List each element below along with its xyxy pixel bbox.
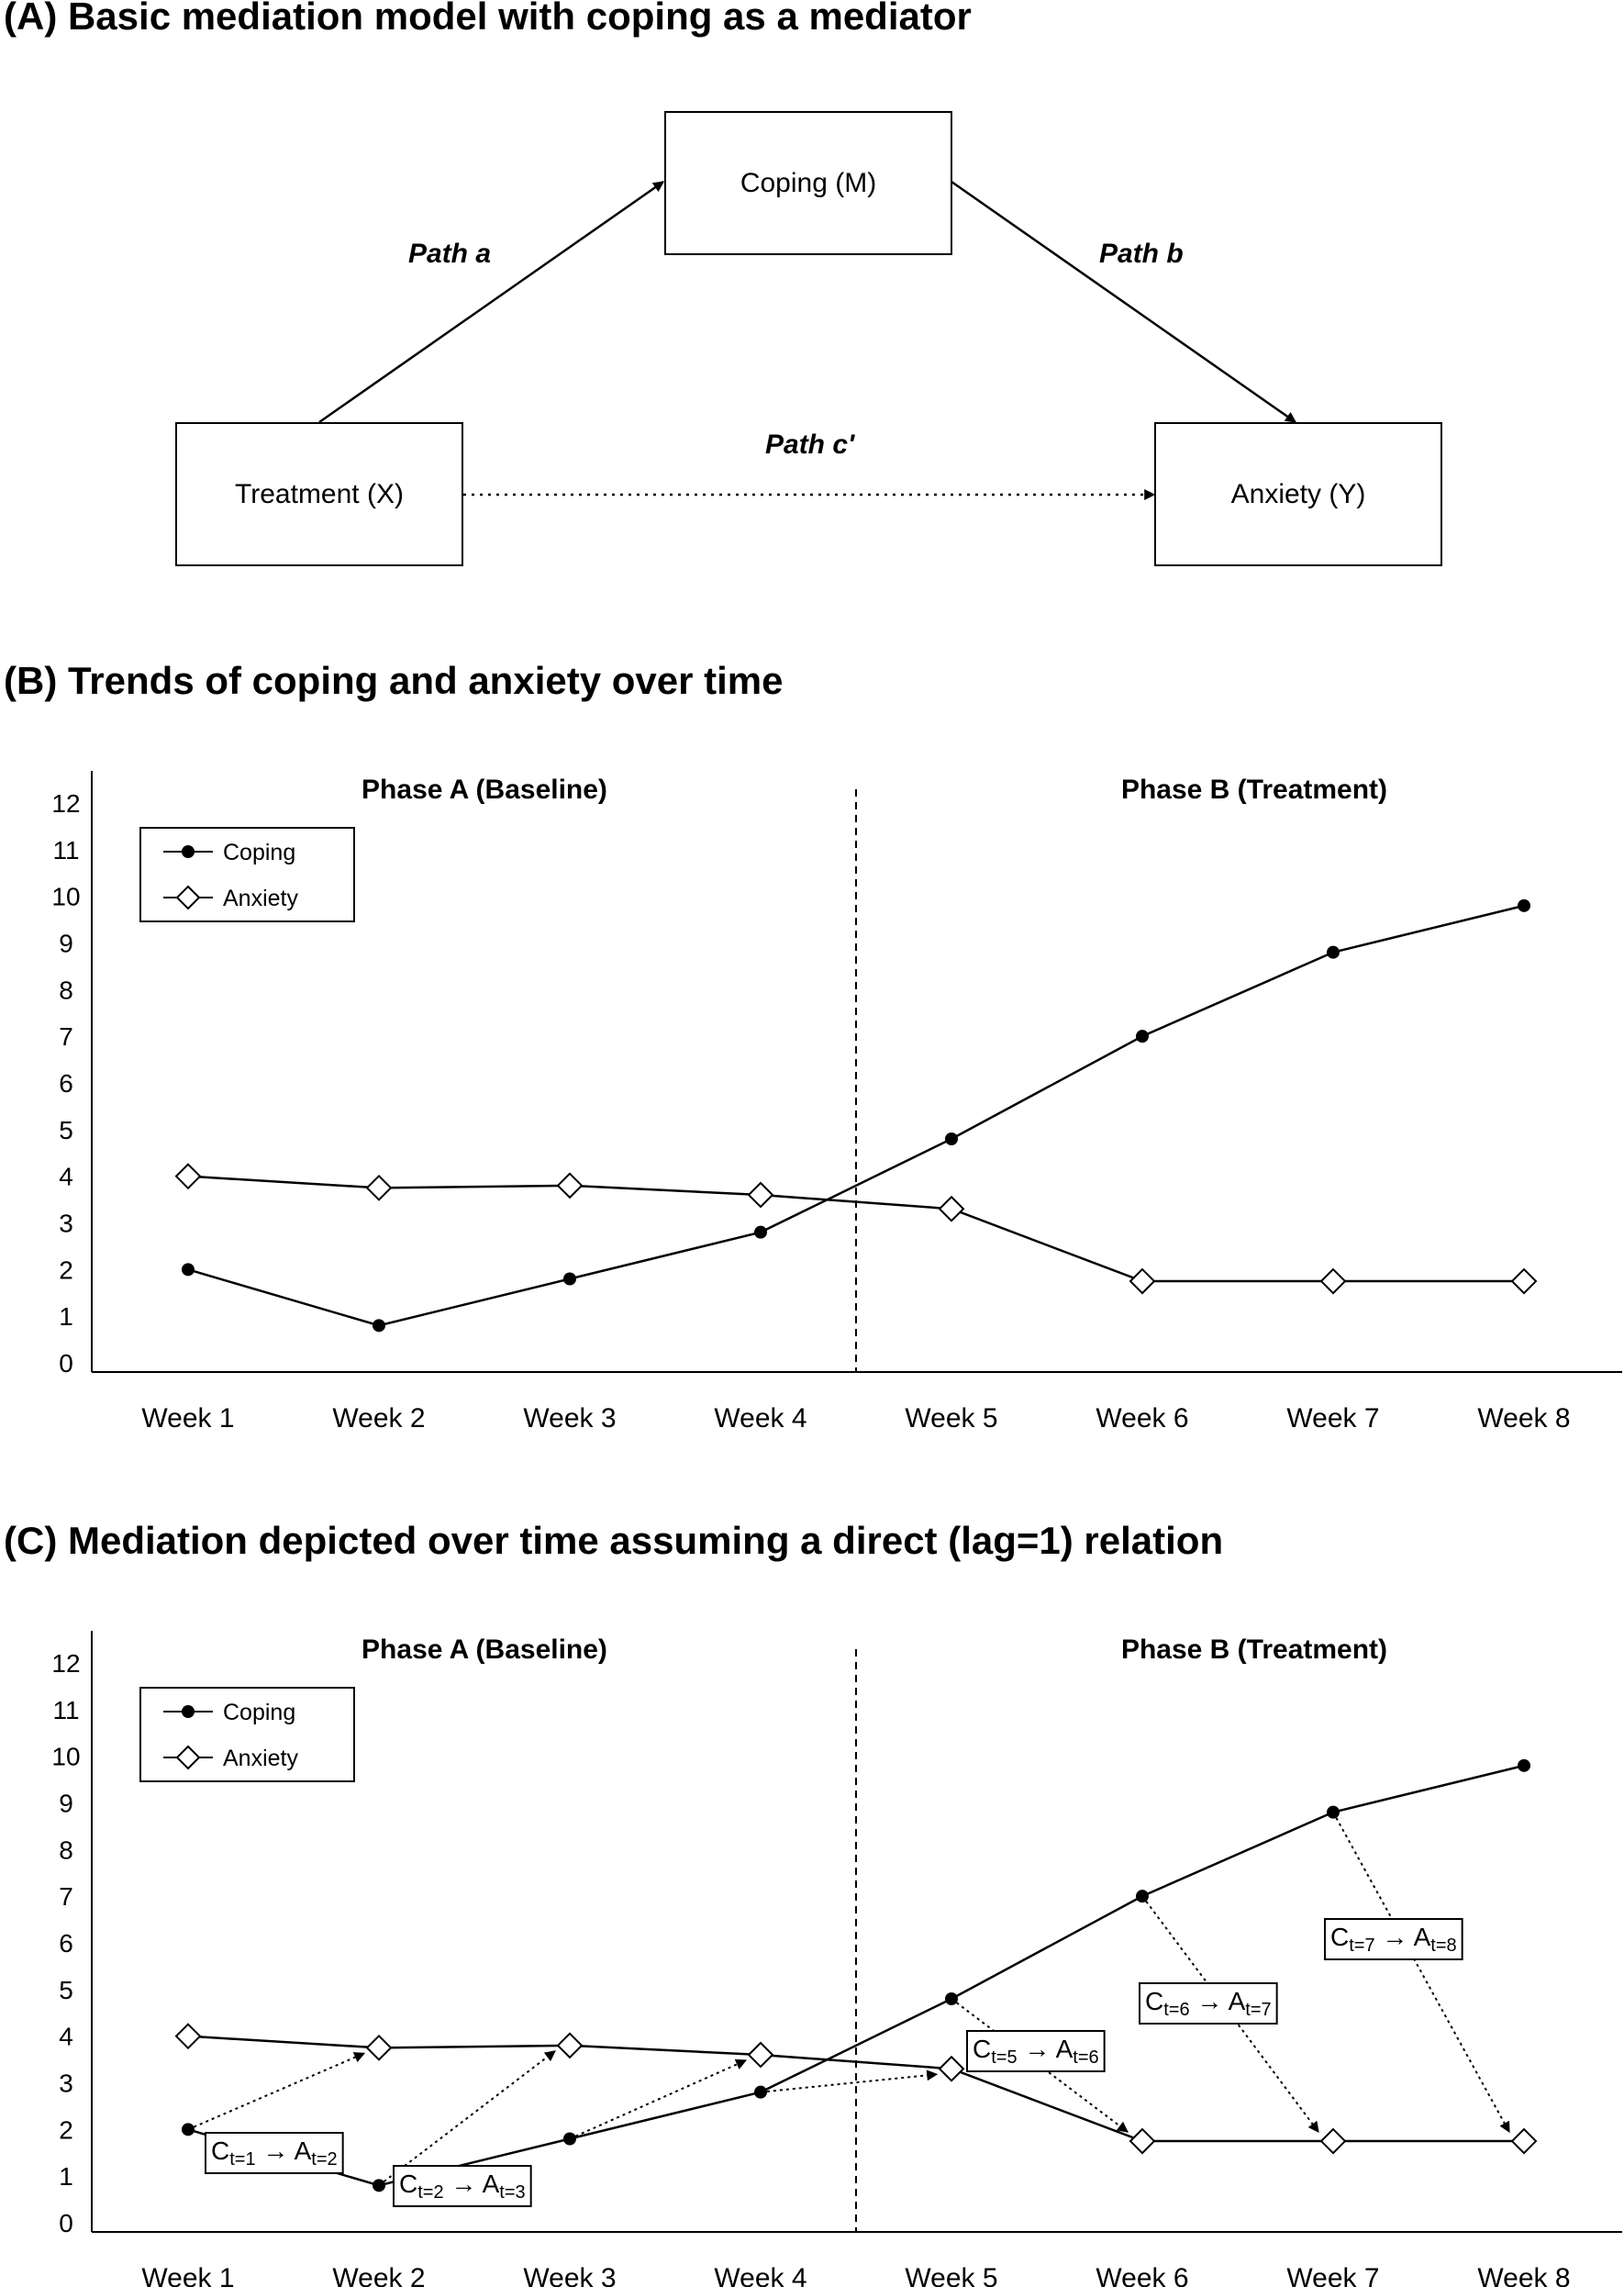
y-tick-label: 7 <box>59 1022 73 1052</box>
lag-label-subscript: t=8 <box>1430 1936 1457 1956</box>
anxiety-point <box>176 2025 200 2048</box>
y-tick-label: 7 <box>59 1882 73 1912</box>
anxiety-point <box>367 2036 391 2059</box>
lag-label-subscript: t=6 <box>1073 2047 1099 2068</box>
anxiety-point <box>1512 2129 1536 2153</box>
lag-label-subscript: t=1 <box>229 2149 256 2170</box>
lag-label-part: → <box>1017 2035 1056 2063</box>
lag-label-part: C <box>1145 1987 1164 2015</box>
lag-label-subscript: t=6 <box>1163 2000 1190 2020</box>
x-tick-label: Week 1 <box>141 2263 235 2287</box>
coping-point <box>1136 1030 1149 1043</box>
x-tick-label: Week 5 <box>905 2263 998 2287</box>
path-b-label: Path b <box>1099 239 1184 269</box>
treatment-label: Treatment (X) <box>235 478 404 509</box>
panel-a-title: (A) Basic mediation model with coping as a mediator <box>4 0 972 38</box>
y-tick-label: 3 <box>59 2069 73 2098</box>
coping-point <box>1518 899 1530 912</box>
lag-label-2 <box>394 2166 531 2206</box>
y-tick-label: 8 <box>59 1835 73 1865</box>
coping-point <box>1518 1759 1530 1772</box>
y-tick-label: 3 <box>59 1209 73 1238</box>
y-tick-label: 9 <box>59 929 73 958</box>
coping-point <box>373 1319 385 1332</box>
x-tick-label: Week 2 <box>332 2263 426 2287</box>
legend-coping-label: Coping <box>223 840 296 865</box>
coping-point <box>182 2123 195 2136</box>
lag-label-subscript: t=2 <box>417 2182 444 2203</box>
lag-label-part: → <box>1374 1923 1414 1951</box>
lag-arrow <box>1333 1813 1509 2132</box>
y-tick-label: 12 <box>51 789 81 818</box>
y-tick-label: 10 <box>51 1742 81 1771</box>
mediator-box <box>664 111 952 255</box>
lag-label-part: C <box>1330 1923 1350 1951</box>
y-tick-label: 4 <box>59 1162 73 1191</box>
coping-point <box>754 2086 767 2099</box>
lag-label-5 <box>967 2031 1105 2071</box>
panel-b-title: (B) Trends of coping and anxiety over time <box>4 659 784 702</box>
lag-label-part: C <box>211 2136 230 2165</box>
anxiety-point <box>1321 2129 1345 2153</box>
path-a-arrow <box>319 182 663 422</box>
y-tick-label: 11 <box>52 835 80 865</box>
lag-label-part: A <box>482 2170 500 2198</box>
anxiety-point <box>176 1165 200 1188</box>
phase-label: Phase B (Treatment) <box>1120 775 1388 805</box>
y-tick-label: 2 <box>59 2115 73 2145</box>
y-tick-label: 0 <box>59 2209 73 2237</box>
y-tick-label: 6 <box>59 1929 73 1958</box>
coping-point <box>754 1226 767 1239</box>
coping-point <box>563 2133 576 2146</box>
legend-coping-label: Coping <box>223 1700 296 1725</box>
anxiety-point <box>1130 2129 1154 2153</box>
lag-label-part: A <box>1413 1923 1431 1951</box>
y-tick-label: 10 <box>51 882 81 911</box>
legend-anxiety-label: Anxiety <box>223 886 298 911</box>
y-tick-label: 9 <box>59 1789 73 1818</box>
y-tick-label: 5 <box>59 1115 73 1144</box>
x-tick-label: Week 3 <box>523 1403 617 1434</box>
anxiety-point <box>1130 1269 1154 1293</box>
lag-label-part: → <box>255 2136 295 2165</box>
coping-point <box>945 1992 958 2005</box>
mediation-lag-chart <box>0 1612 1624 2287</box>
treatment-box <box>175 422 463 566</box>
lag-label-part: → <box>443 2170 483 2198</box>
x-tick-label: Week 8 <box>1477 2263 1571 2287</box>
lag-label-1 <box>206 2133 343 2173</box>
y-tick-label: 2 <box>59 1255 73 1285</box>
outcome-box <box>1154 422 1442 566</box>
outcome-label: Anxiety (Y) <box>1230 478 1366 509</box>
lag-label-subscript: t=2 <box>311 2149 338 2170</box>
anxiety-point <box>367 1176 391 1199</box>
y-tick-label: 8 <box>59 976 73 1005</box>
x-tick-label: Week 4 <box>714 1403 807 1434</box>
y-tick-label: 1 <box>59 1302 73 1332</box>
anxiety-point <box>558 2034 582 2058</box>
y-tick-label: 0 <box>59 1349 73 1378</box>
y-tick-label: 12 <box>51 1649 81 1678</box>
anxiety-point <box>940 1197 963 1221</box>
x-tick-label: Week 4 <box>714 2263 807 2287</box>
anxiety-point <box>749 1183 773 1207</box>
x-tick-label: Week 5 <box>905 1403 998 1434</box>
coping-point <box>373 2179 385 2192</box>
x-tick-label: Week 3 <box>523 2263 617 2287</box>
path-b-arrow <box>951 182 1296 422</box>
lag-label-subscript: t=7 <box>1349 1936 1375 1956</box>
lag-arrow <box>188 2053 364 2129</box>
anxiety-point <box>1512 1269 1536 1293</box>
coping-point <box>945 1132 958 1145</box>
phase-label: Phase A (Baseline) <box>362 775 607 805</box>
lag-label-part: C <box>399 2170 418 2198</box>
lag-label-subscript: t=3 <box>499 2182 526 2203</box>
mediator-label: Coping (M) <box>740 167 877 198</box>
phase-label: Phase A (Baseline) <box>362 1634 607 1665</box>
y-tick-label: 1 <box>59 2162 73 2192</box>
panel-c-title: (C) Mediation depicted over time assuming a direct (lag=1) relation <box>4 1519 1224 1562</box>
x-tick-label: Week 6 <box>1096 1403 1189 1434</box>
path-a-label: Path a <box>408 239 492 269</box>
x-tick-label: Week 8 <box>1477 1403 1571 1434</box>
lag-label-subscript: t=7 <box>1245 2000 1272 2020</box>
lag-label-6 <box>1140 1983 1277 2024</box>
path-c-prime-label: Path c' <box>765 430 855 460</box>
anxiety-point <box>749 2043 773 2067</box>
legend-coping-marker <box>182 845 195 858</box>
legend-coping-marker <box>182 1705 195 1718</box>
lag-label-7 <box>1325 1919 1463 1959</box>
coping-point <box>1327 946 1340 959</box>
lag-label-part: A <box>1055 2035 1073 2063</box>
lag-label-part: A <box>1228 1987 1246 2015</box>
lag-label-part: A <box>294 2136 312 2165</box>
x-tick-label: Week 2 <box>332 1403 426 1434</box>
coping-point <box>563 1273 576 1286</box>
anxiety-point <box>1321 1269 1345 1293</box>
lag-label-part: → <box>1189 1987 1229 2015</box>
x-tick-label: Week 1 <box>141 1403 235 1434</box>
lag-arrow <box>761 2074 937 2092</box>
y-tick-label: 4 <box>59 2022 73 2051</box>
phase-label: Phase B (Treatment) <box>1120 1634 1388 1665</box>
y-tick-label: 5 <box>59 1975 73 2004</box>
anxiety-point <box>558 1174 582 1198</box>
y-tick-label: 6 <box>59 1069 73 1098</box>
lag-label-subscript: t=5 <box>991 2047 1018 2068</box>
y-tick-label: 11 <box>52 1695 80 1724</box>
coping-point <box>1327 1806 1340 1819</box>
anxiety-point <box>940 2057 963 2081</box>
lag-arrow <box>570 2060 746 2139</box>
coping-point <box>182 1263 195 1276</box>
x-tick-label: Week 6 <box>1096 2263 1189 2287</box>
x-tick-label: Week 7 <box>1286 1403 1380 1434</box>
trend-chart <box>0 753 1624 1468</box>
legend-anxiety-label: Anxiety <box>223 1746 298 1771</box>
lag-label-part: C <box>973 2035 992 2063</box>
x-tick-label: Week 7 <box>1286 2263 1380 2287</box>
coping-point <box>1136 1890 1149 1902</box>
